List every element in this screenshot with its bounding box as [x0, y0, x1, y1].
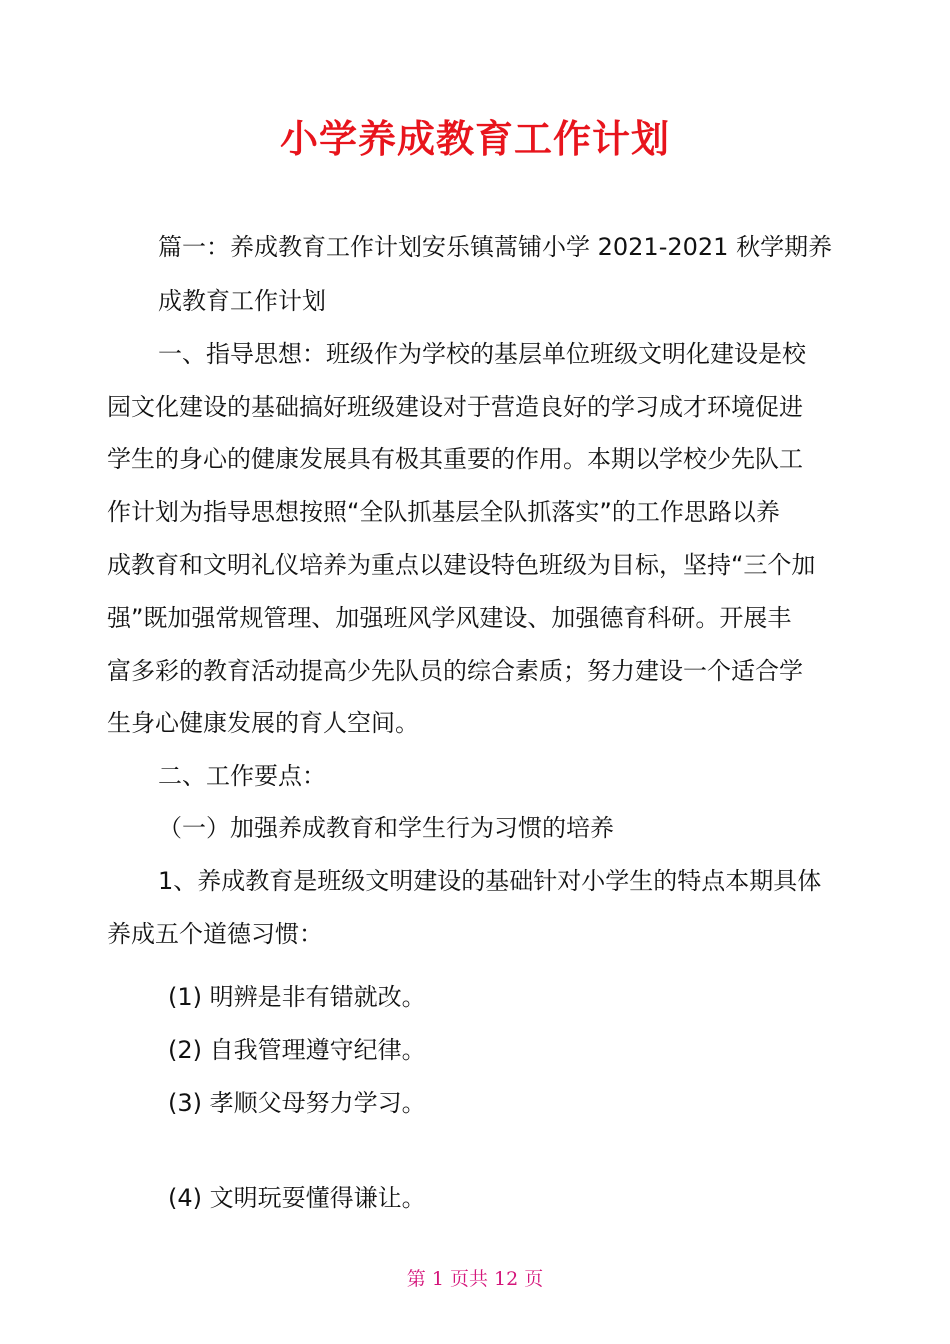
paragraph-line: 成教育工作计划	[158, 287, 326, 315]
paragraph-line: 生身心健康发展的育人空间。	[107, 709, 419, 737]
paragraph-line: 学生的身心的健康发展具有极其重要的作用。本期以学校少先队工	[107, 445, 803, 473]
paragraph-line: 1、养成教育是班级文明建设的基础针对小学生的特点本期具体	[158, 867, 822, 895]
paragraph-line: 作计划为指导思想按照“全队抓基层全队抓落实”的工作思路以养	[107, 498, 780, 526]
section-heading: 二、工作要点：	[158, 762, 326, 790]
list-item: (2) 自我管理遵守纪律。	[168, 1036, 426, 1064]
paragraph-line: 一、指导思想：班级作为学校的基层单位班级文明化建设是校	[158, 340, 806, 368]
subsection-heading: （一）加强养成教育和学生行为习惯的培养	[158, 814, 614, 842]
paragraph-line: 篇一：养成教育工作计划安乐镇蒿铺小学 2021-2021 秋学期养	[158, 233, 833, 261]
list-item: (3) 孝顺父母努力学习。	[168, 1089, 426, 1117]
paragraph-line: 强”既加强常规管理、加强班风学风建设、加强德育科研。开展丰	[107, 604, 792, 632]
document-title: 小学养成教育工作计划	[279, 117, 670, 161]
paragraph-line: 园文化建设的基础搞好班级建设对于营造良好的学习成才环境促进	[107, 393, 803, 421]
paragraph-line: 养成五个道德习惯：	[107, 920, 323, 948]
list-item: (1) 明辨是非有错就改。	[168, 983, 426, 1011]
page-number-footer: 第 1 页共 12 页	[406, 1268, 544, 1290]
paragraph-line: 成教育和文明礼仪培养为重点以建设特色班级为目标，坚持“三个加	[107, 551, 816, 579]
list-item: (4) 文明玩耍懂得谦让。	[168, 1184, 426, 1212]
paragraph-line: 富多彩的教育活动提高少先队员的综合素质；努力建设一个适合学	[107, 657, 803, 685]
